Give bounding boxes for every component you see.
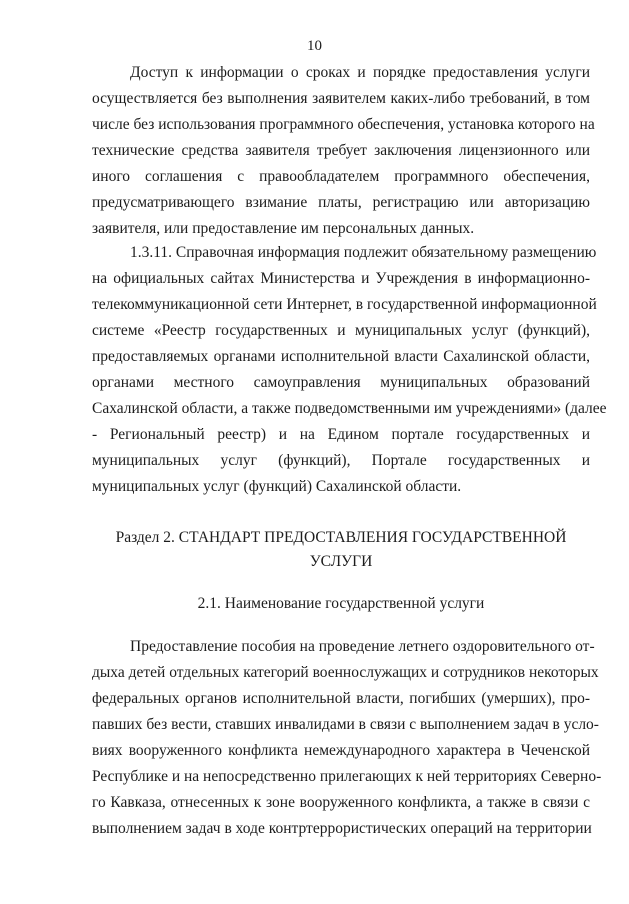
section-heading [92, 526, 590, 574]
text-line: числе без использования программного обеспечения, установка которого на [92, 116, 595, 133]
text-line: го Кавказа, отнесенных к зоне вооруженного конфликта, а также в связи с [92, 794, 590, 811]
text-line: на официальных сайтах Министерства и Учреждения в информационно- [92, 270, 590, 287]
text-line: технические средства заявителя требует заключения лицензионного или [92, 142, 590, 159]
text-line: Доступ к информации о сроках и порядке предоставления услуги [130, 64, 590, 81]
text-line: предоставляемых органами исполнительной власти Сахалинской области, [92, 348, 590, 365]
text-line: муниципальных услуг (функций) Сахалинской области. [92, 478, 462, 495]
text-line: осуществляется без выполнения заявителем каких-либо требований, в том [92, 90, 590, 107]
paragraph-service-name [92, 634, 602, 842]
paragraph-information-access [92, 60, 595, 242]
text-line: павших без вести, ставших инвалидами в связи с выполнением задач в усло- [92, 716, 599, 733]
text-line: иного соглашения с правообладателем программного обеспечения, [92, 168, 590, 185]
text-line: муниципальных услуг (функций), Портале государственных и [92, 452, 590, 469]
page-number: 10 [307, 38, 322, 54]
text-line: предусматривающего взимание платы, регистрацию или авторизацию [92, 194, 590, 211]
paragraph-reference-information [92, 240, 607, 500]
text-line: - Региональный реестр) и на Едином портале государственных и [92, 426, 590, 443]
text-line: Предоставление пособия на проведение летнего оздоровительного от- [130, 638, 595, 655]
subsection-heading-text: 2.1. Наименование государственной услуги [197, 595, 485, 612]
text-line: Сахалинской области, а также подведомственными им учреждениями» (далее [92, 400, 607, 417]
text-line: системе «Реестр государственных и муниципальных услуг (функций), [92, 322, 590, 339]
text-line: виях вооруженного конфликта немеждународного характера в Чеченской [92, 742, 590, 759]
text-line: телекоммуникационной сети Интернет, в государственной информационной [92, 296, 597, 313]
text-line: выполнением задач в ходе контртеррористических операций на территории [92, 820, 592, 837]
text-line: федеральных органов исполнительной власти, погибших (умерших), про- [92, 690, 590, 707]
section-heading-line: Раздел 2. СТАНДАРТ ПРЕДОСТАВЛЕНИЯ ГОСУДАРСТВЕННОЙ [115, 529, 567, 546]
text-line: заявителя, или предоставление им персональных данных. [92, 220, 475, 237]
text-line: органами местного самоуправления муниципальных образований [92, 374, 590, 391]
text-line: дыха детей отдельных категорий военнослужащих и сотрудников некоторых [92, 664, 599, 681]
subsection-heading [92, 592, 590, 616]
text-line: 1.3.11. Справочная информация подлежит обязательному размещению [130, 244, 597, 261]
section-heading-line: УСЛУГИ [309, 553, 373, 570]
text-line: Республике и на непосредственно прилегающих к ней территориях Северно- [92, 768, 602, 785]
